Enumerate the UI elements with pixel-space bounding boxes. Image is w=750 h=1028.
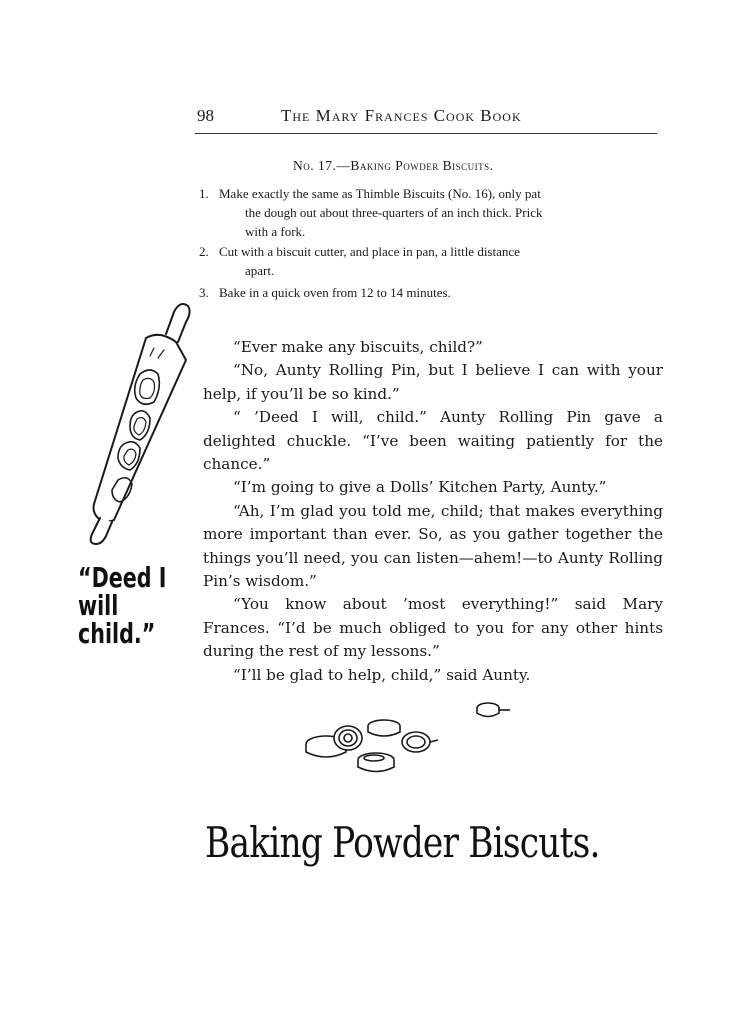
- story-paragraph: “No, Aunty Rolling Pin, but I believe I can with your help, if you’ll be so kind.”: [203, 361, 663, 403]
- caption-line: “Deed I: [78, 561, 167, 594]
- story-paragraph: “I’m going to give a Dolls’ Kitchen Party, Aunty.”: [233, 478, 607, 497]
- step-text: Bake in a quick oven from 12 to 14 minutes.: [219, 285, 451, 300]
- header-rule: [195, 133, 657, 134]
- caption-line: child.”: [78, 617, 156, 650]
- step-number: 1.: [199, 186, 209, 201]
- step-text-cont: apart.: [245, 263, 275, 278]
- book-title: The Mary Frances Cook Book: [281, 106, 522, 125]
- bottom-hand-lettered-title: Baking Powder Biscuts.: [205, 818, 600, 867]
- step-number: 3.: [199, 285, 209, 300]
- caption-line: will: [78, 589, 119, 622]
- recipe-title: No. 17.—Baking Powder Biscuits.: [293, 158, 494, 173]
- step-text: Cut with a biscuit cutter, and place in pan, a little distance: [219, 244, 520, 259]
- step-text-cont: the dough out about three-quarters of an inch thick. Prick: [245, 205, 543, 220]
- illustration-caption: [78, 561, 175, 650]
- page-number: 98: [197, 106, 214, 125]
- story-paragraph: “Ah, I’m glad you told me, child; that makes everything more important than ever. So, as you gather together the things you’ll need, you can listen—ahem!—to Aunty Rolling Pin’s wisdom.”: [203, 501, 663, 591]
- step-number: 2.: [199, 244, 209, 259]
- recipe-step-1: [199, 184, 661, 244]
- rolling-pin-illustration: [88, 298, 198, 548]
- biscuits-illustration: [296, 698, 516, 780]
- step-text-cont: with a fork.: [245, 224, 306, 239]
- recipe-step-2: [199, 242, 661, 282]
- story-paragraph: “ ’Deed I will, child.” Aunty Rolling Pin gave a delighted chuckle. “I’ve been waiting patiently for the chance.”: [203, 408, 663, 474]
- page-header: [195, 104, 657, 130]
- recipe-step-3: [199, 283, 661, 303]
- story-paragraph: “Ever make any biscuits, child?”: [233, 338, 483, 356]
- story-paragraph: “You know about ’most everything!” said Mary Frances. “I’d be much obliged to you for any other hints during the rest of my lessons.”: [203, 595, 663, 661]
- step-text: Make exactly the same as Thimble Biscuits (No. 16), only pat: [219, 186, 541, 201]
- story-text: [203, 336, 663, 687]
- story-paragraph: “I’ll be glad to help, child,” said Aunty.: [233, 665, 531, 684]
